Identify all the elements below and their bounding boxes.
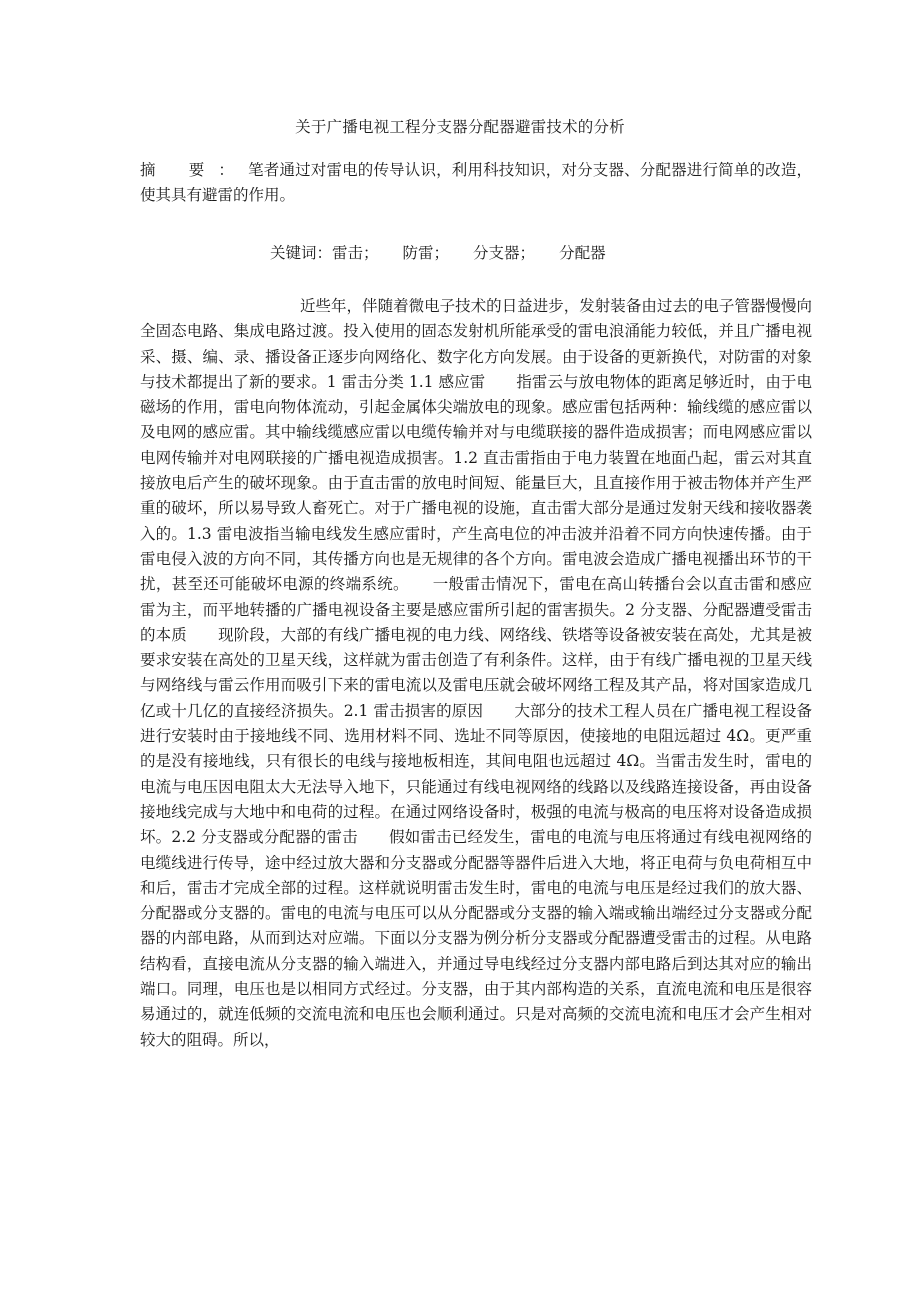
- abstract-paragraph: [140, 158, 812, 208]
- keyword-item: 防雷；: [402, 244, 450, 262]
- abstract-text: 笔者通过对雷电的传导认识，利用科技知识，对分支器、分配器进行简单的改造，使其具有避雷的作用。: [140, 161, 812, 204]
- keyword-item: 雷击；: [332, 244, 379, 262]
- keyword-item: 分支器；: [473, 244, 536, 262]
- keywords-line: [270, 241, 790, 265]
- keyword-item: 分配器: [559, 244, 606, 262]
- document-title: 关于广播电视工程分支器分配器避雷技术的分析: [295, 118, 625, 136]
- body-paragraph: 近些年，伴随着微电子技术的日益进步，发射装备由过去的电子管器慢慢向全固态电路、集成电路过渡。投入使用的固态发射机所能承受的雷电浪涌能力较低，并且广播电视采、摄、编、录、播设备正逐步向网络化、数字化方向发展。由于设备的更新换代，对防雷的对象与技术都提出了新的要求。1 雷击分类 1.1 感应雷 指雷云与放电物体的距离足够近时，由于电磁场的作用，雷电向物体流动，引起金属体尖端放电的现象。感应雷包括两种：输线缆的感应雷以及电网的感应雷。其中输线缆感应雷以电缆传输并对与电缆联接的器件造成损害；而电网感应雷以电网传输并对电网联接的广播电视造成损害。1.2 直击雷指由于电力装置在地面凸起，雷云对其直接放电后产生的破坏现象。由于直击雷的放电时间短、能量巨大，且直接作用于被击物体并产生严重的破坏，所以易导致人畜死亡。对于广播电视的设施，直击雷大部分是通过发射天线和接收器袭入的。1.3 雷电波指当输电线发生感应雷时，产生高电位的冲击波并沿着不同方向快速传播。由于雷电侵入波的方向不同，其传播方向也是无规律的各个方向。雷电波会造成广播电视播出环节的干扰，甚至还可能破坏电源的终端系统。 一般雷击情况下，雷电在高山转播台会以直击雷和感应雷为主，而平地转播的广播电视设备主要是感应雷所引起的雷害损失。2 分支器、分配器遭受雷击的本质 现阶段，大部的有线广播电视的电力线、网络线、铁塔等设备被安装在高处，尤其是被要求安装在高处的卫星天线，这样就为雷击创造了有利条件。这样，由于有线广播电视的卫星天线与网络线与雷云作用而吸引下来的雷电流以及雷电压就会破坏网络工程及其产品，将对国家造成几亿或十几亿的直接经济损失。2.1 雷击损害的原因 大部分的技术工程人员在广播电视工程设备进行安装时由于接地线不同、选用材料不同、选址不同等原因，使接地的电阻远超过 4Ω。更严重的是没有接地线，只有很长的电线与接地板相连，其间电阻也远超过 4Ω。当雷击发生时，雷电的电流与电压因电阻太大无法导入地下，只能通过有线电视网络的线路以及线路连接设备，再由设备接地线完成与大地中和电荷的过程。在通过网络设备时，极强的电流与极高的电压将对设备造成损坏。2.2 分支器或分配器的雷击 假如雷击已经发生，雷电的电流与电压将通过有线电视网络的电缆线进行传导，途中经过放大器和分支器或分配器等器件后进入大地，将正电荷与负电荷相互中和后，雷击才完成全部的过程。这样就说明雷击发生时，雷电的电流与电压是经过我们的放大器、分配器或分支器的。雷电的电流与电压可以从分配器或分支器的输入端或输出端经过分支器或分配器的内部电路，从而到达对应端。下面以分支器为例分析分支器或分配器遭受雷击的过程。从电路结构看，直接电流从分支器的输入端进入，并通过导电线经过分支器内部电路后到达其对应的输出端口。同理，电压也是以相同方式经过。分支器，由于其内部构造的关系，直流电流和电压是很容易通过的，就连低频的交流电流和电压也会顺利通过。只是对高频的交流电流和电压才会产生相对较大的阻碍。所以，: [140, 297, 812, 1049]
- abstract-label: 摘 要：: [140, 161, 249, 179]
- keywords-label: 关键词：: [270, 244, 333, 262]
